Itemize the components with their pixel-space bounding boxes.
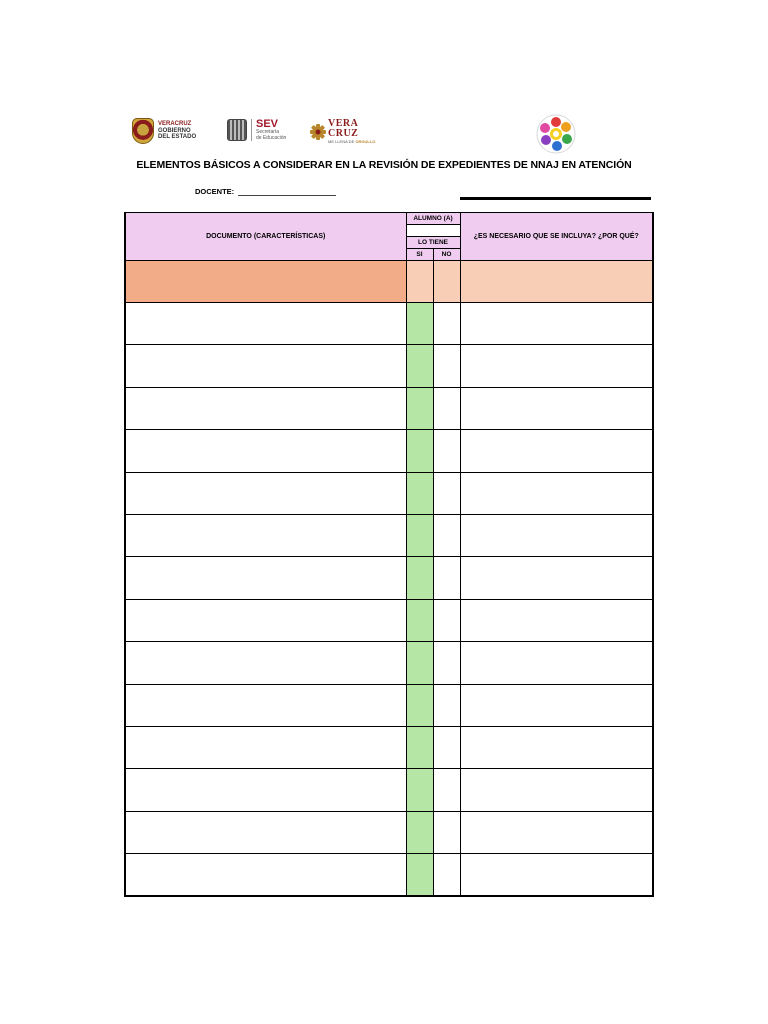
no-cell[interactable]: [433, 811, 460, 853]
table-row: [125, 557, 653, 599]
documento-cell[interactable]: [125, 811, 406, 853]
circular-program-logo-icon: [535, 113, 577, 155]
documento-cell[interactable]: [125, 726, 406, 768]
necesario-cell[interactable]: [460, 430, 653, 472]
table-row: [125, 811, 653, 853]
no-cell[interactable]: [433, 726, 460, 768]
alumno-header: ALUMNO (A): [406, 213, 460, 225]
veracruz-logo-line2: GOBIERNO: [158, 127, 191, 134]
alumno-name-field[interactable]: [406, 225, 460, 237]
necesario-cell[interactable]: [460, 599, 653, 641]
necesario-cell[interactable]: [460, 387, 653, 429]
necesario-cell[interactable]: [460, 472, 653, 514]
veracruz-brand-logo: [310, 119, 375, 144]
si-cell[interactable]: [406, 303, 433, 345]
document-title: ELEMENTOS BÁSICOS A CONSIDERAR EN LA REVISIÓN DE EXPEDIENTES DE NNAJ EN ATENCIÓN: [136, 159, 632, 171]
necesario-cell[interactable]: [460, 642, 653, 684]
no-cell[interactable]: [433, 430, 460, 472]
sev-logo-small2: de Educación: [256, 134, 287, 141]
section-necesario-cell[interactable]: [460, 261, 653, 303]
section-si-cell[interactable]: [406, 261, 433, 303]
si-cell[interactable]: [406, 811, 433, 853]
table-row: [125, 303, 653, 345]
no-cell[interactable]: [433, 514, 460, 556]
si-cell[interactable]: [406, 514, 433, 556]
no-cell[interactable]: [433, 599, 460, 641]
table-row: [125, 642, 653, 684]
table-row: [125, 599, 653, 641]
si-header: SI: [406, 249, 433, 261]
documento-cell[interactable]: [125, 642, 406, 684]
star-icon: [310, 124, 326, 140]
si-cell[interactable]: [406, 345, 433, 387]
table-row: [125, 854, 653, 896]
si-cell[interactable]: [406, 769, 433, 811]
necesario-cell[interactable]: [460, 557, 653, 599]
si-cell[interactable]: [406, 854, 433, 896]
section-row: [125, 261, 653, 303]
header-rule: [460, 197, 651, 200]
si-cell[interactable]: [406, 642, 433, 684]
table-row: [125, 345, 653, 387]
documento-cell[interactable]: [125, 303, 406, 345]
sev-logo-big: SEV: [256, 118, 279, 130]
no-cell[interactable]: [433, 345, 460, 387]
no-cell[interactable]: [433, 769, 460, 811]
documento-cell[interactable]: [125, 769, 406, 811]
documento-header: DOCUMENTO (CARACTERÍSTICAS): [125, 213, 406, 261]
necesario-cell[interactable]: [460, 684, 653, 726]
table-row: [125, 684, 653, 726]
veracruz-gobierno-logo: [132, 118, 196, 144]
si-cell[interactable]: [406, 387, 433, 429]
necesario-cell[interactable]: [460, 854, 653, 896]
sev-logo: [227, 119, 286, 141]
no-cell[interactable]: [433, 642, 460, 684]
docente-field[interactable]: [238, 195, 336, 196]
veracruz-shield-icon: [132, 118, 154, 144]
necesario-cell[interactable]: [460, 345, 653, 387]
no-cell[interactable]: [433, 557, 460, 599]
necesario-cell[interactable]: [460, 811, 653, 853]
lo-tiene-header: LO TIENE: [406, 237, 460, 249]
veracruz-brand-line2: CRUZ: [328, 128, 359, 139]
necesario-cell[interactable]: [460, 769, 653, 811]
no-cell[interactable]: [433, 303, 460, 345]
table-row: [125, 769, 653, 811]
documento-cell[interactable]: [125, 854, 406, 896]
veracruz-logo-line1: VERACRUZ: [158, 121, 192, 128]
necesario-header: ¿ES NECESARIO QUE SE INCLUYA? ¿POR QUÉ?: [460, 213, 653, 261]
si-cell[interactable]: [406, 472, 433, 514]
documento-cell[interactable]: [125, 472, 406, 514]
necesario-cell[interactable]: [460, 514, 653, 556]
documento-cell[interactable]: [125, 387, 406, 429]
veracruz-brand-line1: VERA: [328, 118, 359, 129]
necesario-cell[interactable]: [460, 303, 653, 345]
si-cell[interactable]: [406, 430, 433, 472]
documento-cell[interactable]: [125, 345, 406, 387]
sev-emblem-icon: [227, 119, 247, 141]
veracruz-brand-tagline-em: ORGULLO: [355, 139, 376, 144]
no-cell[interactable]: [433, 387, 460, 429]
no-cell[interactable]: [433, 854, 460, 896]
sev-logo-small1: Secretaría: [256, 129, 280, 135]
veracruz-logo-line3: DEL ESTADO: [158, 134, 197, 141]
documento-cell[interactable]: [125, 430, 406, 472]
table-row: [125, 726, 653, 768]
si-cell[interactable]: [406, 726, 433, 768]
no-cell[interactable]: [433, 472, 460, 514]
si-cell[interactable]: [406, 684, 433, 726]
table-row: [125, 472, 653, 514]
table-row: [125, 430, 653, 472]
docente-label: DOCENTE:: [195, 187, 235, 196]
table-header-row-1: [125, 213, 653, 225]
no-cell[interactable]: [433, 684, 460, 726]
section-documento-cell[interactable]: [125, 261, 406, 303]
veracruz-brand-tagline: ME LLENA DE: [328, 139, 356, 144]
documento-cell[interactable]: [125, 599, 406, 641]
revision-table: [124, 212, 654, 897]
necesario-cell[interactable]: [460, 726, 653, 768]
documento-cell[interactable]: [125, 557, 406, 599]
table-row: [125, 387, 653, 429]
documento-cell[interactable]: [125, 514, 406, 556]
si-cell[interactable]: [406, 557, 433, 599]
section-no-cell[interactable]: [433, 261, 460, 303]
no-header: NO: [433, 249, 460, 261]
documento-cell[interactable]: [125, 684, 406, 726]
si-cell[interactable]: [406, 599, 433, 641]
table-row: [125, 514, 653, 556]
